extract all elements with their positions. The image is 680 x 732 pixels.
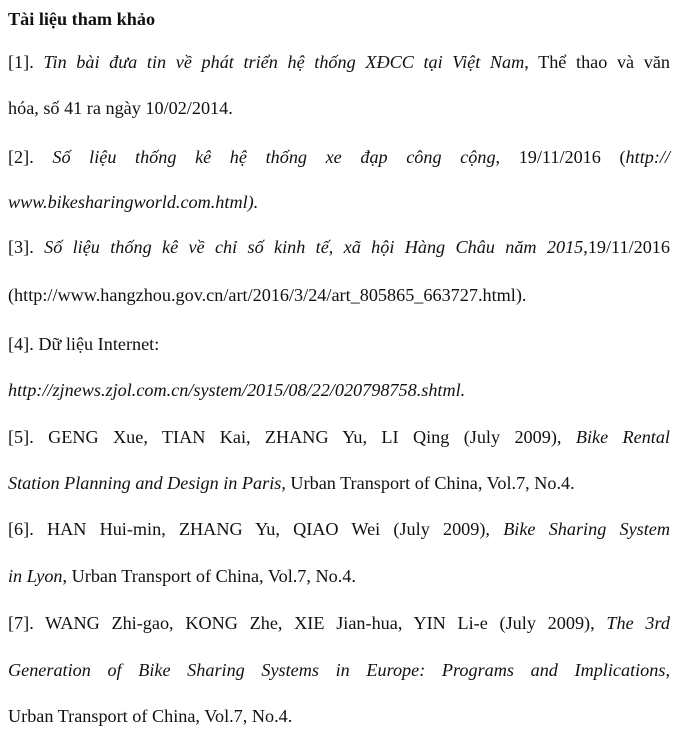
reference-link: http:// [625, 147, 671, 167]
reference-2-line-1: [2]. Số liệu thống kê hệ thống xe đạp công cộng, 19/11/2016 (http:// [8, 147, 671, 167]
reference-1-line-2: hóa, số 41 ra ngày 10/02/2014. [8, 98, 233, 118]
reference-4-line-1: [4]. Dữ liệu Internet: [8, 334, 160, 354]
reference-number: [4]. [8, 334, 34, 354]
reference-number: [1]. [8, 52, 34, 72]
reference-title: in Lyon [8, 566, 63, 586]
reference-title: Bike Sharing System [503, 519, 670, 539]
reference-3-line-2 [8, 284, 670, 306]
reference-6-line-2: in Lyon, Urban Transport of China, Vol.7, No.4. [8, 566, 356, 586]
reference-number: [5]. [8, 427, 34, 447]
reference-link: www.bikesharingworld.com.html). [8, 192, 259, 212]
reference-number: [7]. [8, 613, 34, 633]
reference-5-line-1: [5]. GENG Xue, TIAN Kai, ZHANG Yu, LI Qing (July 2009), Bike Rental [8, 427, 670, 447]
reference-2-line-2 [8, 191, 670, 213]
reference-7-line-2: Generation of Bike Sharing Systems in Europe: Programs and Implications, [8, 660, 670, 680]
reference-title: Station Planning and Design in Paris [8, 473, 282, 493]
reference-4-line-2 [8, 379, 670, 401]
reference-title: The 3rd [606, 613, 671, 633]
reference-title: Số liệu thống kê về chỉ số kinh tế, xã hội Hàng Châu năm 2015 [44, 237, 584, 257]
reference-6-line-1: [6]. HAN Hui-min, ZHANG Yu, QIAO Wei (July 2009), Bike Sharing System [8, 519, 670, 539]
reference-number: [6]. [8, 519, 34, 539]
reference-7-line-3: Urban Transport of China, Vol.7, No.4. [8, 706, 293, 726]
page-title: Tài liệu tham khảo [8, 9, 156, 29]
reference-title: Tin bài đưa tin về phát triển hệ thống XĐCC tại Việt Nam [43, 52, 525, 72]
reference-title: Bike Rental [575, 427, 670, 447]
reference-3-line-1: [3]. Số liệu thống kê về chỉ số kinh tế, xã hội Hàng Châu năm 2015,19/11/2016 [8, 237, 670, 257]
reference-link: http://zjnews.zjol.com.cn/system/2015/08/22/020798758.shtml. [8, 380, 466, 400]
reference-link: (http://www.hangzhou.gov.cn/art/2016/3/24/art_805865_663727.html). [8, 285, 527, 305]
reference-number: [2]. [8, 147, 34, 167]
reference-number: [3]. [8, 237, 34, 257]
reference-1-line-1: [1]. Tin bài đưa tin về phát triển hệ thống XĐCC tại Việt Nam, Thể thao và văn [8, 52, 671, 72]
reference-5-line-2: Station Planning and Design in Paris, Urban Transport of China, Vol.7, No.4. [8, 473, 575, 493]
reference-title: Generation of Bike Sharing Systems in Europe: Programs and Implications [8, 660, 666, 680]
reference-7-line-1: [7]. WANG Zhi-gao, KONG Zhe, XIE Jian-hua, YIN Li-e (July 2009), The 3rd [8, 613, 671, 633]
reference-title: Số liệu thống kê hệ thống xe đạp công cộng [52, 147, 496, 167]
